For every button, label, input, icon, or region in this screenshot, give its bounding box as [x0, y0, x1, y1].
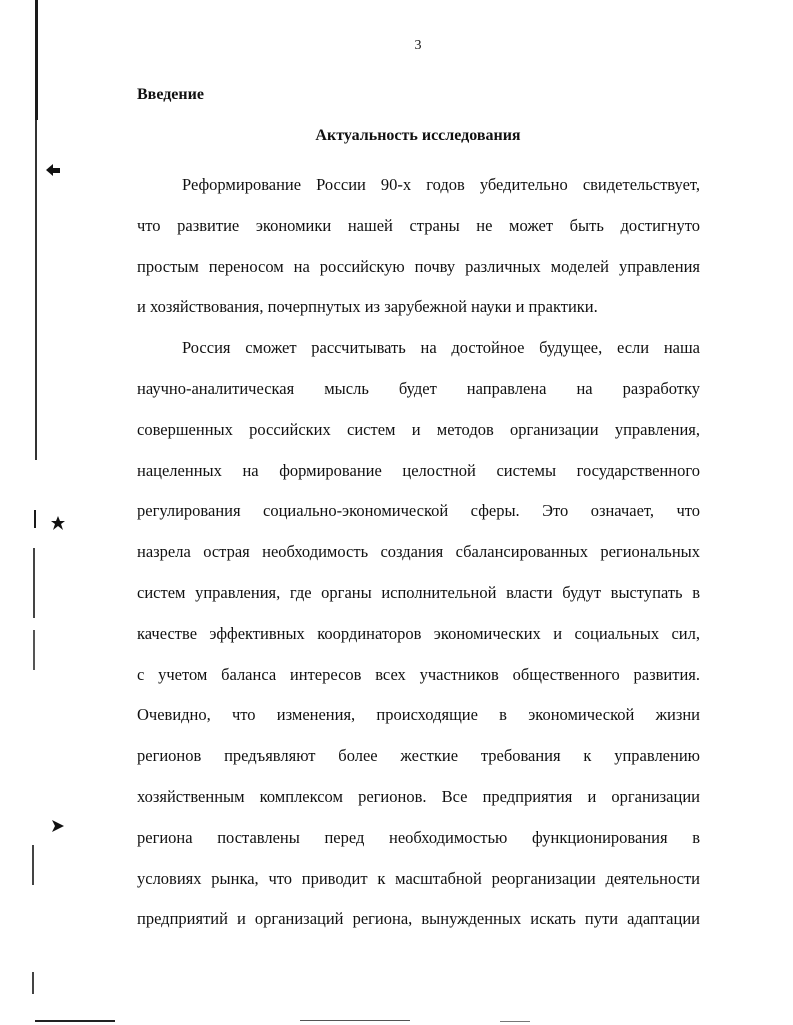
scan-edge-line-lower4	[32, 972, 34, 994]
text-line: Россия сможет рассчитывать на достойное будущее, если наша	[182, 338, 700, 358]
text-line: качестве эффективных координаторов экономических и социальных сил,	[137, 623, 700, 643]
text-line: предприятий и организаций региона, вынужденных искать пути адаптации	[137, 909, 700, 929]
scan-edge-line-lower3	[32, 845, 34, 885]
scan-edge-line-lower2	[33, 630, 35, 670]
scan-edge-line-mid	[35, 120, 37, 460]
page-number: 3	[414, 38, 422, 53]
margin-mark-star-icon	[50, 515, 66, 531]
text-line: совершенных российских систем и методов организации управления,	[137, 419, 700, 439]
text-line: регулирования социально-экономической сферы. Это означает, что	[137, 501, 700, 521]
text-line: хозяйственным комплексом регионов. Все предприятия и организации	[137, 786, 700, 806]
margin-mark-arrow-icon	[45, 163, 61, 177]
text-line: нацеленных на формирование целостной системы государственного	[137, 460, 700, 480]
scan-edge-tick	[34, 510, 36, 528]
text-line: регионов предъявляют более жесткие требования к управлению	[137, 746, 700, 766]
text-line: региона поставлены перед необходимостью функционирования в	[137, 827, 700, 847]
text-line: Очевидно, что изменения, происходящие в экономической жизни	[137, 705, 700, 725]
margin-mark-arrow-icon-2	[50, 818, 66, 834]
text-line: что развитие экономики нашей страны не может быть достигнуто	[137, 215, 700, 235]
intro-heading: Введение	[137, 86, 204, 103]
text-line: с учетом баланса интересов всех участников общественного развития.	[137, 664, 700, 684]
text-line: систем управления, где органы исполнительной власти будут выступать в	[137, 582, 700, 602]
scan-bottom-rule-right	[500, 1021, 530, 1022]
body-text	[137, 165, 700, 940]
scan-bottom-rule-left	[35, 1020, 115, 1022]
scan-edge-line-lower	[33, 548, 35, 618]
section-title: Актуальность исследования	[315, 127, 521, 144]
text-line: условиях рынка, что приводит к масштабной реорганизации деятельности	[137, 868, 700, 888]
text-line: Реформирование России 90-х годов убедительно свидетельствует,	[182, 175, 700, 194]
text-line: научно-аналитическая мысль будет направлена на разработку	[137, 378, 700, 398]
text-line: и хозяйствования, почерпнутых из зарубежной науки и практики.	[137, 297, 598, 317]
text-line: назрела острая необходимость создания сбалансированных региональных	[137, 542, 700, 562]
scan-bottom-rule-mid	[300, 1020, 410, 1021]
scan-edge-line-top	[35, 0, 38, 120]
text-line: простым переносом на российскую почву различных моделей управления	[137, 256, 700, 276]
